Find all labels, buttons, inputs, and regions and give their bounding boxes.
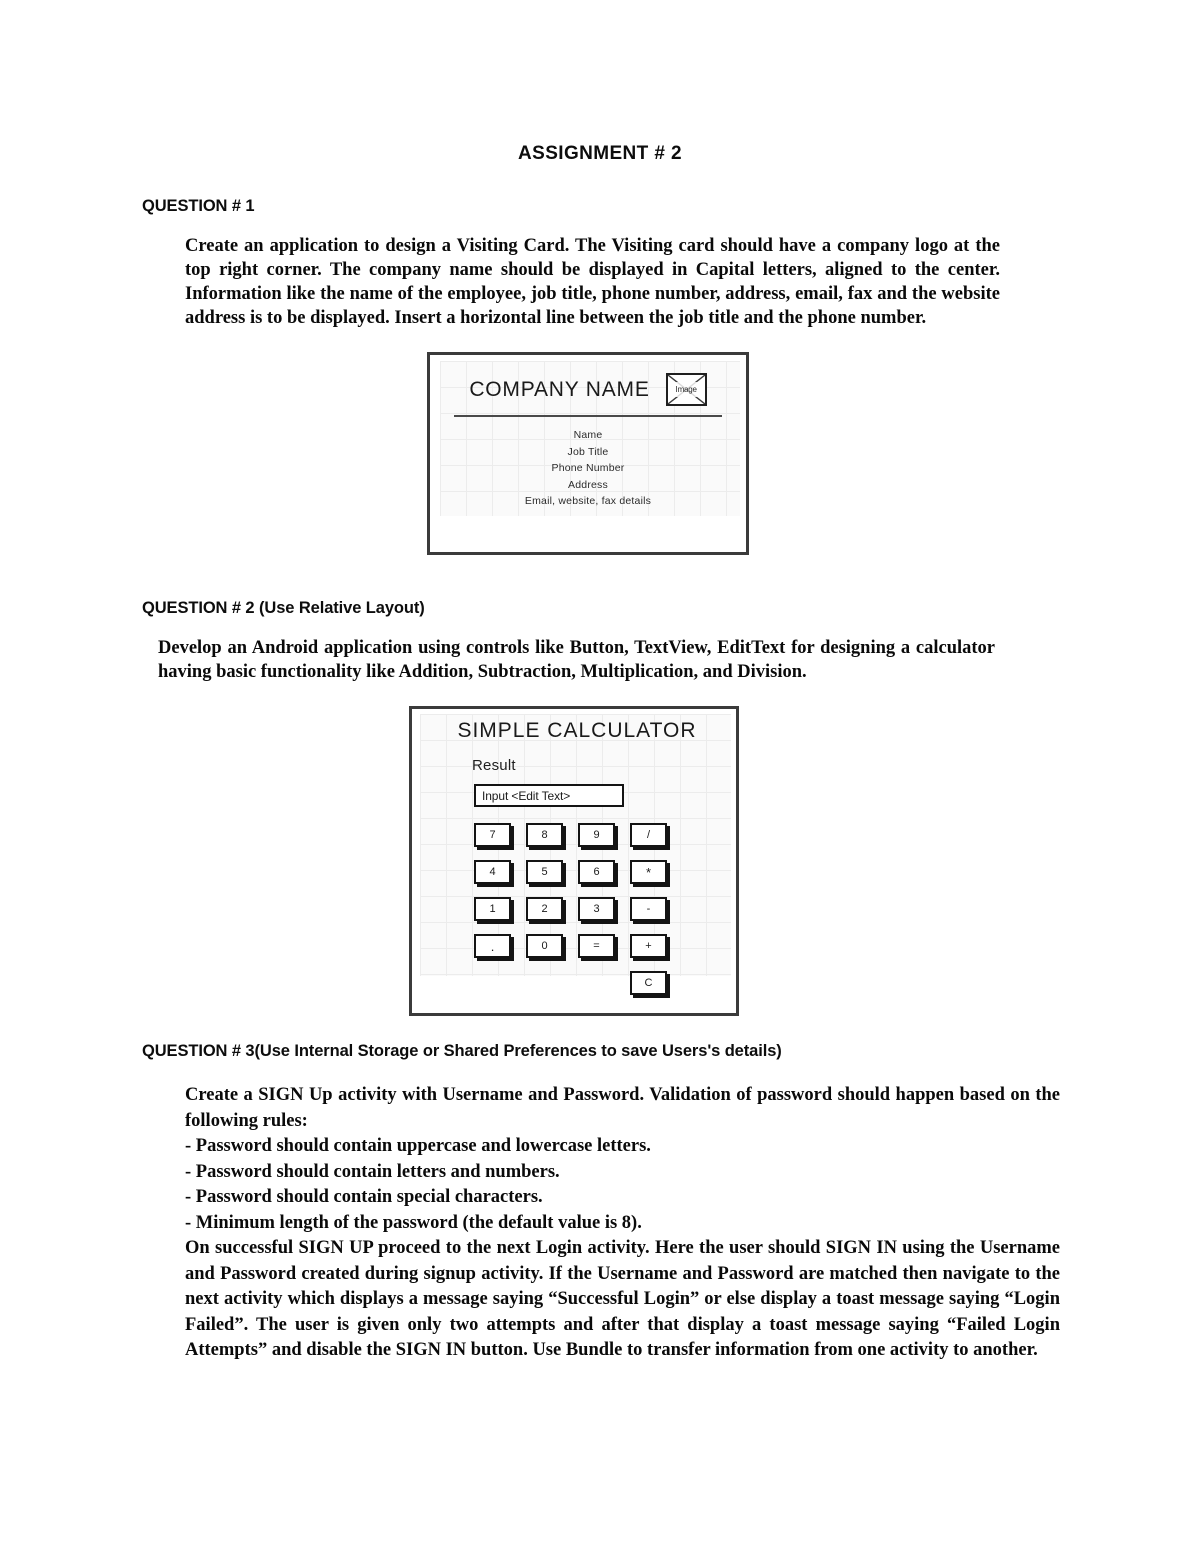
key-plus: + bbox=[630, 934, 667, 958]
key-cell bbox=[630, 823, 682, 860]
calculator-input-field: Input <Edit Text> bbox=[474, 784, 624, 807]
key-6: 6 bbox=[578, 860, 615, 884]
question-3-outro: On successful SIGN UP proceed to the next Login activity. Here the user should SIGN IN using the Username and Password created during signup activity. If the Username and Password are matched then navigate to the next activity which displays a message saying “Successful Login” or else display a toast message saying “Login Failed”. The user is given only two attempts and after that display a toast message saying “Failed Login Attempts” and disable the SIGN IN button. Use Bundle to transfer information from one activity to another. bbox=[185, 1238, 1060, 1360]
key-cell bbox=[630, 971, 682, 1008]
card-header-row bbox=[448, 373, 728, 406]
key-cell bbox=[578, 897, 630, 934]
question-3-intro: Create a SIGN Up activity with Username and Password. Validation of password should happen based on the following rules: bbox=[185, 1085, 1060, 1131]
key-cell bbox=[526, 860, 578, 897]
rule-item: - Password should contain uppercase and lowercase letters. bbox=[185, 1136, 651, 1156]
key-0: 0 bbox=[526, 934, 563, 958]
key-decimal-point: . bbox=[474, 934, 511, 958]
rule-item: - Password should contain special characters. bbox=[185, 1187, 543, 1207]
key-multiply: * bbox=[630, 860, 667, 884]
key-cell bbox=[474, 823, 526, 860]
key-4: 4 bbox=[474, 860, 511, 884]
calculator-content bbox=[412, 709, 736, 1008]
rule-item: - Minimum length of the password (the default value is 8). bbox=[185, 1212, 642, 1233]
key-cell bbox=[474, 897, 526, 934]
key-minus: - bbox=[630, 897, 667, 921]
key-2: 2 bbox=[526, 897, 563, 921]
key-7: 7 bbox=[474, 823, 511, 847]
key-cell bbox=[630, 860, 682, 897]
question-3-heading: QUESTION # 3(Use Internal Storage or Shared Preferences to save Users's details) bbox=[142, 1042, 782, 1060]
rule-item: - Password should contain letters and numbers. bbox=[185, 1161, 560, 1182]
card-line-phone-number: Phone Number bbox=[551, 462, 625, 474]
key-cell bbox=[578, 823, 630, 860]
key-8: 8 bbox=[526, 823, 563, 847]
question-2-heading: QUESTION # 2 (Use Relative Layout) bbox=[142, 599, 425, 617]
key-1: 1 bbox=[474, 897, 511, 921]
key-3: 3 bbox=[578, 897, 615, 921]
calculator-result-label: Result bbox=[472, 757, 516, 774]
image-placeholder-label: Image bbox=[671, 382, 702, 397]
key-cell bbox=[578, 934, 630, 971]
question-1-heading: QUESTION # 1 bbox=[142, 197, 255, 215]
key-divide: / bbox=[630, 823, 667, 847]
key-5: 5 bbox=[526, 860, 563, 884]
key-cell-empty bbox=[474, 971, 526, 1008]
key-cell-empty bbox=[578, 971, 630, 1008]
question-1-body: Create an application to design a Visiting Card. The Visiting card should have a company logo at the top right corner. The company name should be displayed in Capital letters, aligned to the center. Information like the name of the employee, job title, phone number, address, email, fax and the website address is to be displayed. Insert a horizontal line between the job title and the phone number. bbox=[185, 236, 1000, 328]
question-3-rules bbox=[185, 1134, 1060, 1236]
key-cell bbox=[630, 934, 682, 971]
card-detail-lines bbox=[448, 417, 728, 510]
key-cell bbox=[526, 897, 578, 934]
calculator-keypad bbox=[474, 823, 736, 1008]
image-placeholder-icon bbox=[666, 373, 707, 406]
key-cell-empty bbox=[526, 971, 578, 1008]
calculator-title: SIMPLE CALCULATOR bbox=[457, 719, 697, 742]
page-title: ASSIGNMENT # 2 bbox=[518, 143, 682, 164]
key-equals: = bbox=[578, 934, 615, 958]
key-clear: C bbox=[630, 971, 667, 995]
card-line-name: Name bbox=[573, 429, 603, 441]
question-2-body: Develop an Android application using controls like Button, TextView, EditText for designing a calculator having basic functionality like Addition, Subtraction, Multiplication, and Division. bbox=[158, 638, 995, 682]
visiting-card-mockup bbox=[427, 352, 749, 555]
card-company-name: COMPANY NAME bbox=[469, 377, 650, 401]
card-line-job-title: Job Title bbox=[567, 445, 609, 458]
key-cell bbox=[578, 860, 630, 897]
card-line-contact-details: Email, website, fax details bbox=[524, 495, 652, 507]
key-cell bbox=[474, 934, 526, 971]
key-cell bbox=[630, 897, 682, 934]
key-cell bbox=[526, 823, 578, 860]
card-line-address: Address bbox=[568, 478, 608, 491]
key-9: 9 bbox=[578, 823, 615, 847]
question-3-body bbox=[0, 1061, 1200, 1364]
card-content bbox=[430, 355, 746, 510]
key-cell bbox=[474, 860, 526, 897]
calculator-mockup bbox=[409, 706, 739, 1016]
key-cell bbox=[526, 934, 578, 971]
